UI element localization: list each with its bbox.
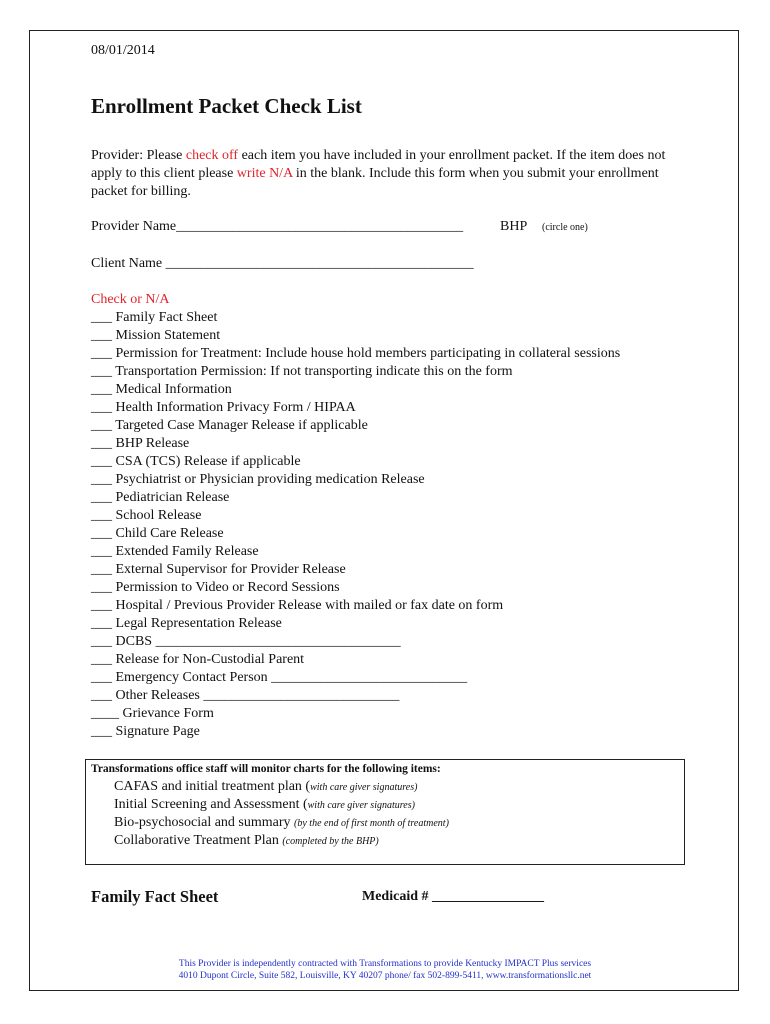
checklist-item[interactable]: ___ Emergency Contact Person ____________________________ (91, 670, 468, 685)
write-na-highlight: write N/A (236, 166, 293, 181)
document-date: 08/01/2014 (91, 43, 155, 58)
monitor-item-text: Bio-psychosocial and summary (114, 815, 295, 830)
checklist-item[interactable]: ___ Permission for Treatment: Include house hold members participating in collateral sessions (91, 346, 621, 361)
checklist-item[interactable]: ___ Child Care Release (91, 526, 224, 541)
monitor-list (114, 778, 449, 850)
checklist-item[interactable]: ___ Medical Information (91, 382, 232, 397)
family-fact-sheet-title: Family Fact Sheet (91, 887, 219, 906)
monitor-heading: Transformations office staff will monitor charts for the following items: (91, 763, 441, 775)
checklist-item[interactable]: ___ Extended Family Release (91, 544, 259, 559)
monitor-item (114, 814, 449, 832)
staff-monitor-box (85, 759, 685, 865)
checklist-item[interactable]: ___ Pediatrician Release (91, 490, 230, 505)
checklist-item[interactable]: ___ Signature Page (91, 724, 200, 739)
instructions-paragraph (91, 147, 681, 201)
instructions-text-3: in the blank. Include this form when you submit your enrollment packet for billing. (91, 166, 659, 199)
checklist-item[interactable]: ___ Release for Non-Custodial Parent (91, 652, 305, 667)
footer-line-2: 4010 Dupont Circle, Suite 582, Louisville, KY 40207 phone/ fax 502-899-5411, www.transformationsllc.net (178, 971, 592, 981)
check-off-highlight: check off (185, 148, 239, 163)
monitor-item-text: Collaborative Treatment Plan (114, 833, 283, 848)
monitor-item-text: Initial Screening and Assessment ( (114, 797, 308, 812)
instructions-text-1: Provider: Please (91, 148, 186, 163)
checklist-item[interactable]: ___ Psychiatrist or Physician providing medication Release (91, 472, 425, 487)
checklist-item[interactable]: ___ Transportation Permission: If not transporting indicate this on the form (91, 364, 513, 379)
checklist-item[interactable]: ___ School Release (91, 508, 202, 523)
checklist-heading: Check or N/A (91, 292, 170, 307)
footer-line-1: This Provider is independently contracted with Transformations to provide Kentucky IMPACT Plus services (178, 959, 592, 969)
enrollment-checklist (91, 309, 620, 741)
instructions-text-2: each item you have included in your enrollment packet. If the item does not apply to this client please (91, 148, 666, 181)
checklist-item[interactable]: ____ Grievance Form (91, 706, 214, 721)
medicaid-number-field[interactable]: Medicaid # ________________ (362, 889, 544, 904)
monitor-item-note: (by the end of first month of treatment) (294, 818, 449, 829)
checklist-item[interactable]: ___ Targeted Case Manager Release if applicable (91, 418, 368, 433)
monitor-item-note: with care giver signatures) (307, 800, 415, 811)
page-title: Enrollment Packet Check List (91, 94, 362, 118)
checklist-item[interactable]: ___ DCBS ___________________________________ (91, 634, 401, 649)
checklist-item[interactable]: ___ CSA (TCS) Release if applicable (91, 454, 301, 469)
monitor-item (114, 778, 449, 796)
monitor-item-note: (completed by the BHP) (282, 836, 379, 847)
checklist-item[interactable]: ___ BHP Release (91, 436, 190, 451)
circle-one-note: (circle one) (542, 222, 588, 233)
checklist-item[interactable]: ___ External Supervisor for Provider Release (91, 562, 346, 577)
checklist-item[interactable]: ___ Other Releases ____________________________ (91, 688, 400, 703)
monitor-item (114, 832, 449, 850)
client-name-field[interactable]: Client Name ____________________________________________ (91, 256, 474, 271)
checklist-item[interactable]: ___ Legal Representation Release (91, 616, 282, 631)
checklist-item[interactable]: ___ Permission to Video or Record Sessions (91, 580, 340, 595)
provider-name-field[interactable]: Provider Name_________________________________________ (91, 219, 464, 234)
monitor-item (114, 796, 449, 814)
bhp-label: BHP (500, 219, 528, 234)
checklist-item[interactable]: ___ Health Information Privacy Form / HIPAA (91, 400, 356, 415)
monitor-item-text: CAFAS and initial treatment plan ( (114, 779, 311, 794)
monitor-item-note: with care giver signatures) (310, 782, 418, 793)
checklist-item[interactable]: ___ Mission Statement (91, 328, 221, 343)
checklist-item[interactable]: ___ Family Fact Sheet (91, 310, 218, 325)
checklist-item[interactable]: ___ Hospital / Previous Provider Release with mailed or fax date on form (91, 598, 504, 613)
